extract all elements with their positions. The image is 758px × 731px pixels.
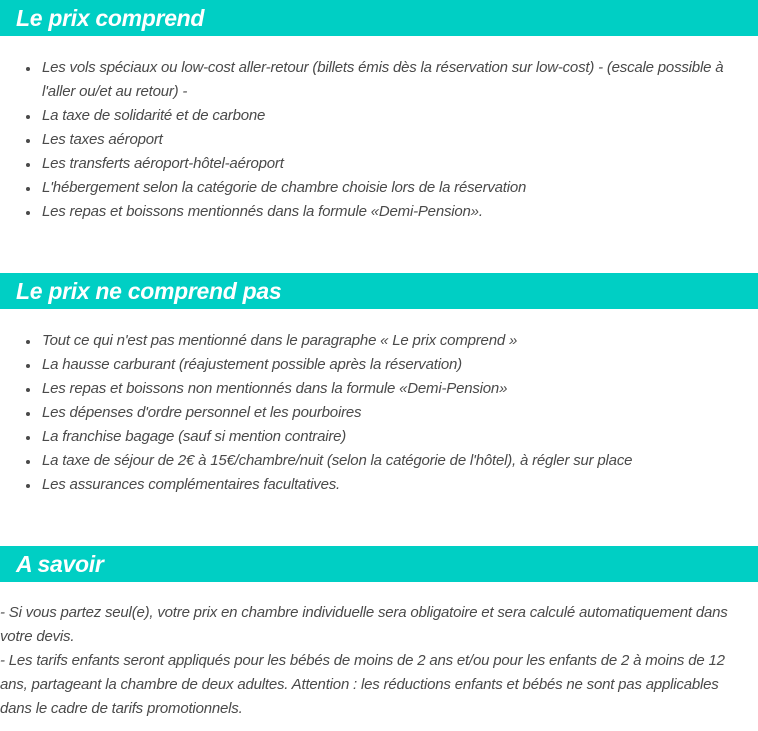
bullet-list-prix-ne-comprend-pas — [0, 329, 758, 497]
section-prix-comprend — [0, 0, 758, 224]
notes-text-block — [0, 601, 758, 721]
list-item: • Les assurances complémentaires facultatives. — [40, 473, 748, 497]
section-a-savoir — [0, 546, 758, 721]
section-title: A savoir — [16, 551, 104, 577]
list-item: • L'hébergement selon la catégorie de chambre choisie lors de la réservation — [40, 176, 748, 200]
list-item: • Les vols spéciaux ou low-cost aller-retour (billets émis dès la réservation sur low-cost) - (escale possible à l'aller ou/et au retour) - — [40, 56, 748, 104]
section-header-prix-ne-comprend-pas — [0, 273, 758, 309]
list-item: • La hausse carburant (réajustement possible après la réservation) — [40, 353, 748, 377]
section-header-a-savoir — [0, 546, 758, 582]
list-item: • La taxe de solidarité et de carbone — [40, 104, 748, 128]
list-item: • Les dépenses d'ordre personnel et les pourboires — [40, 401, 748, 425]
list-item: • La franchise bagage (sauf si mention contraire) — [40, 425, 748, 449]
section-title: Le prix comprend — [16, 5, 205, 31]
list-item: • Tout ce qui n'est pas mentionné dans le paragraphe « Le prix comprend » — [40, 329, 748, 353]
note-paragraph: - Si vous partez seul(e), votre prix en chambre individuelle sera obligatoire et sera calculé automatiquement dans votre devis. — [0, 604, 728, 645]
section-title: Le prix ne comprend pas — [16, 278, 282, 304]
list-item: • Les repas et boissons non mentionnés dans la formule «Demi-Pension» — [40, 377, 748, 401]
note-paragraph: - Les tarifs enfants seront appliqués pour les bébés de moins de 2 ans et/ou pour les enfants de 2 à moins de 12 ans, partageant la chambre de deux adultes. Attention : les réductions enfants et bébés ne sont pas applicables dans le cadre de tarifs promotionnels. — [0, 652, 725, 717]
section-prix-ne-comprend-pas — [0, 273, 758, 497]
list-item: • La taxe de séjour de 2€ à 15€/chambre/nuit (selon la catégorie de l'hôtel), à régler sur place — [40, 449, 748, 473]
list-item: • Les taxes aéroport — [40, 128, 748, 152]
list-item: • Les repas et boissons mentionnés dans la formule «Demi-Pension». — [40, 200, 748, 224]
bullet-list-prix-comprend — [0, 56, 758, 224]
list-item: • Les transferts aéroport-hôtel-aéroport — [40, 152, 748, 176]
section-header-prix-comprend — [0, 0, 758, 36]
